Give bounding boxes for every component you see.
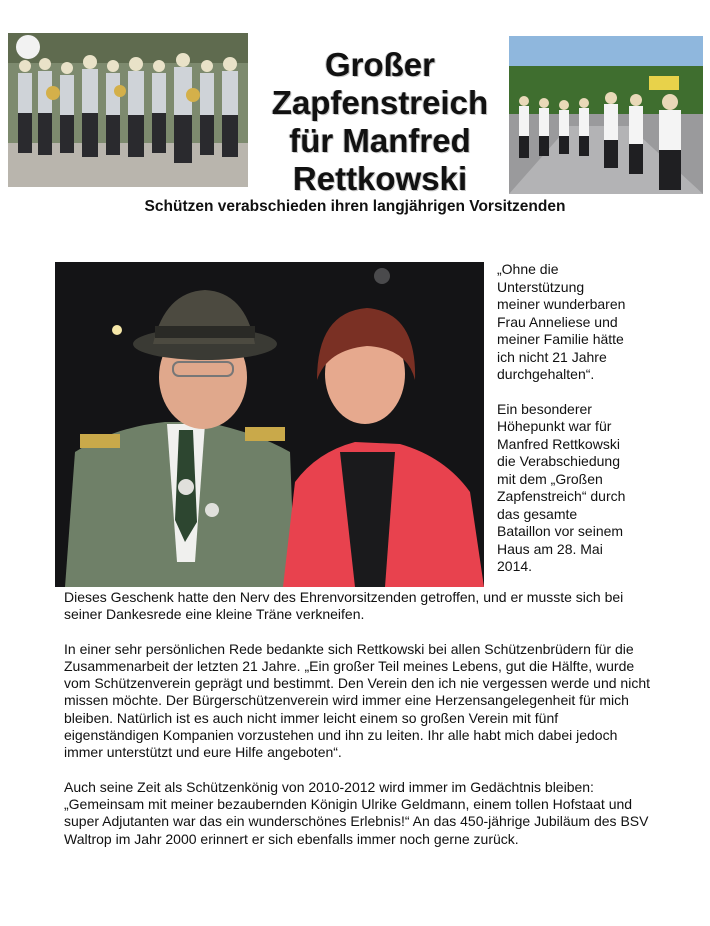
parade-photo xyxy=(509,36,703,194)
side-paragraph: Ein besonderer Höhepunkt war für Manfred Rettkowski die Verabschiedung mit dem „Großen Zapfenstreich“ durch das gesamte Bataillon vor seinem Haus am 28. Mai 2014. xyxy=(497,400,626,574)
page-subtitle: Schützen verabschieden ihren langjährigen Vorsitzenden xyxy=(144,198,566,215)
page-title: Großer Zapfenstreich für Manfred Rettkowski xyxy=(271,46,489,197)
body-paragraph-2: In einer sehr persönlichen Rede bedankte sich Rettkowski bei allen Schützenbrüdern für die Zusammenarbeit der letzten 21 Jahre. „Ein großer Teil meines Lebens, gut die Hälfte, wurde vom Schützenverein geprägt und bestimmt. Den Verein den ich nie vergessen werde und nicht missen möchte. Der Bürgerschützenverein wird immer eine Herzensangelegenheit für mich bleiben. Natürlich ist es auch nicht immer leicht einem so großen Verein mit fünf eigenständigen Kompanien vorzustehen und ihn zu leiten. Ihr alle habt mich dabei jedoch immer unterstützt und eure Hilfe angeboten“. xyxy=(64,640,651,761)
side-column xyxy=(497,261,697,593)
band-photo xyxy=(8,33,248,187)
body-paragraph-3: Auch seine Zeit als Schützenkönig von 2010-2012 wird immer im Gedächtnis bleiben: „Gemeinsam mit meiner bezaubernden Königin Ulrike Geldmann, einem tollen Hofstaat und super Adjutanten war das ein wunderschönes Erlebnis!“ An das 450-jährige Jubiläum des BSV Waltrop im Jahr 2000 erinnert er sich ebenfalls immer noch gerne zurück. xyxy=(64,778,649,847)
couple-photo xyxy=(55,262,484,587)
side-quote: „Ohne die Unterstützung meiner wunderbaren Frau Anneliese und meiner Familie hätte ich nicht 21 Jahre durchgehalten“. xyxy=(497,261,626,382)
body-paragraph-1: Dieses Geschenk hatte den Nerv des Ehrenvorsitzenden getroffen, und er musste sich bei seiner Dankesrede eine kleine Träne verkneifen. xyxy=(64,589,624,623)
article-body xyxy=(64,589,654,865)
